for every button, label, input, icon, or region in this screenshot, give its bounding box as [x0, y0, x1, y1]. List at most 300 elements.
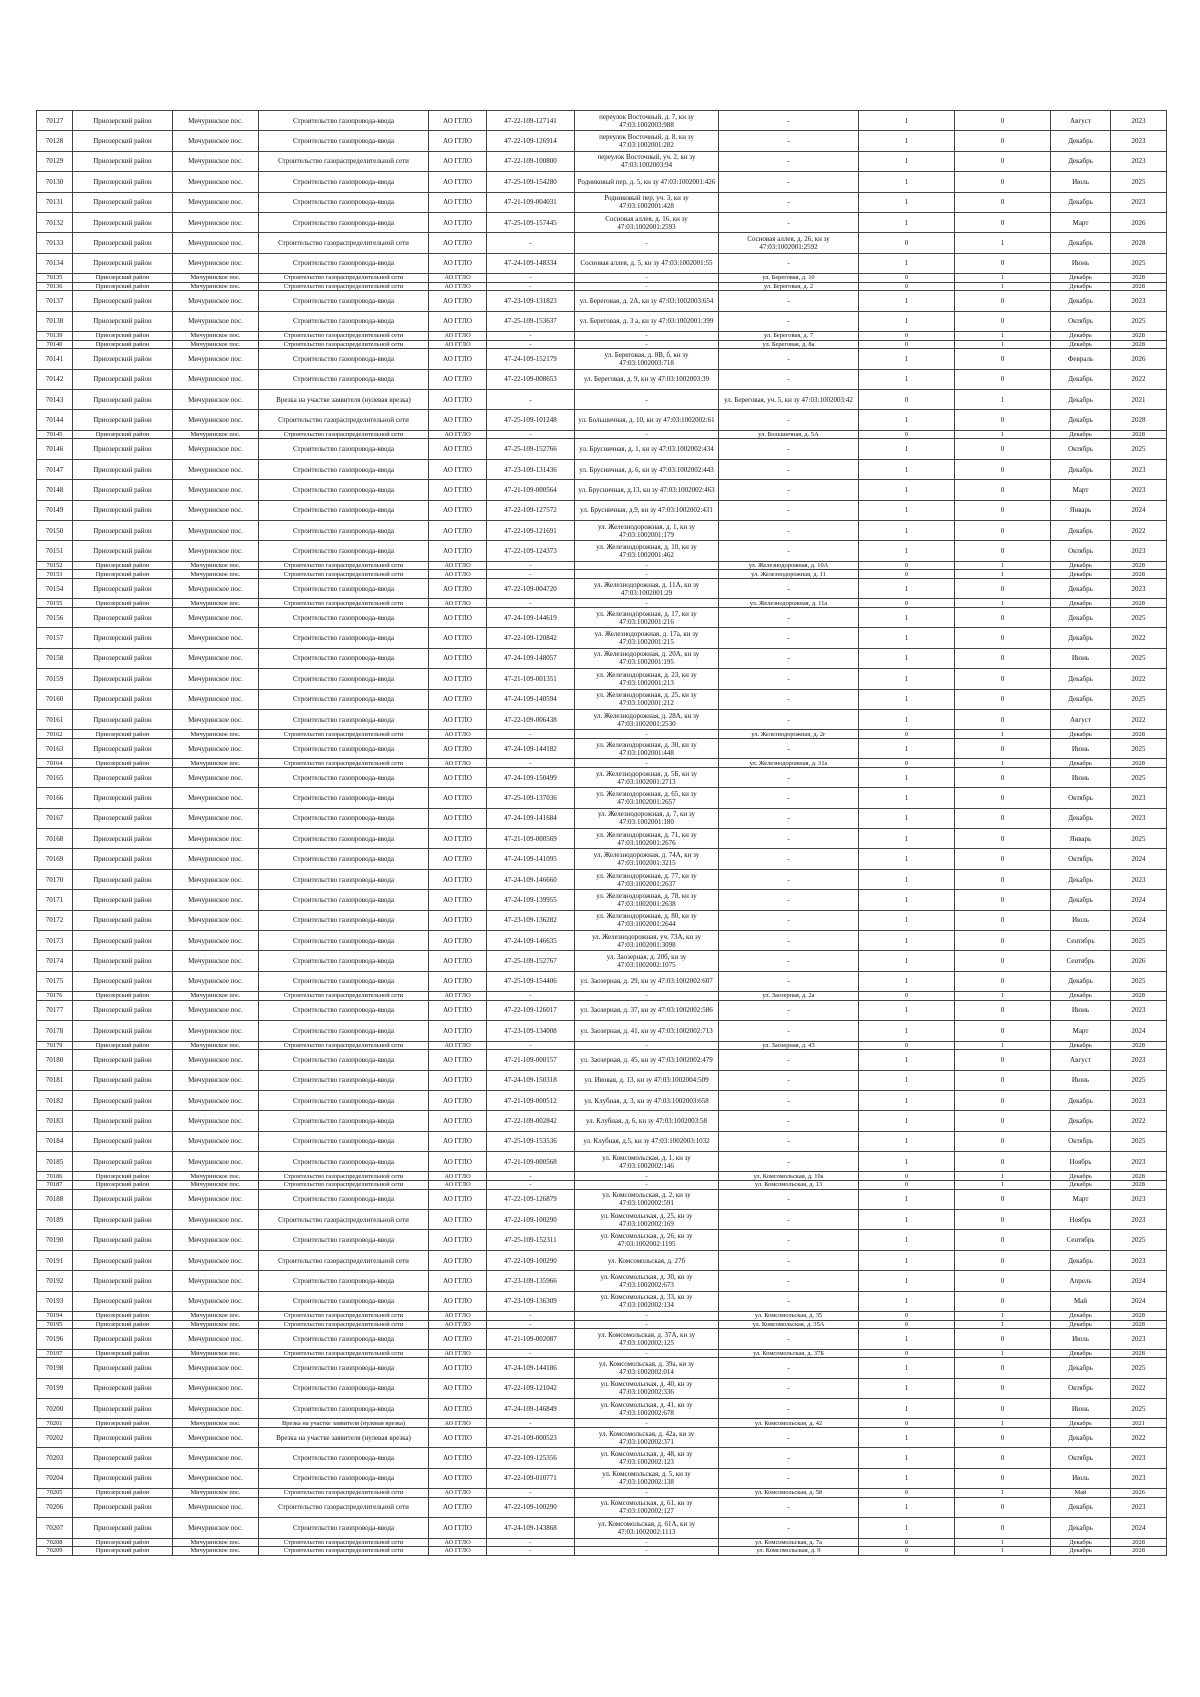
- table-row: [37, 759, 1167, 768]
- year-cell: 2028: [1111, 1312, 1167, 1321]
- settlement-cell: Мичуринское пос.: [173, 500, 259, 520]
- application-count-cell: 1: [859, 767, 955, 787]
- application-number-cell: -: [487, 570, 575, 579]
- cadastral-address-cell: ул. Комсомольская, д. 41, кн зу 47:03:1002002:678: [575, 1398, 719, 1418]
- work-type-cell: Строительство газопровода-ввода: [259, 172, 429, 192]
- row-number-cell: 70189: [37, 1210, 73, 1230]
- organization-cell: АО ГГЛО: [429, 628, 487, 648]
- work-type-cell: Строительство газопровода-ввода: [259, 1398, 429, 1418]
- year-cell: 2023: [1111, 578, 1167, 598]
- year-cell: 2025: [1111, 1070, 1167, 1090]
- gasification-address-cell: -: [719, 788, 859, 808]
- district-cell: Приозерский район: [73, 869, 173, 889]
- district-cell: Приозерский район: [73, 1547, 173, 1556]
- row-number-cell: 70156: [37, 607, 73, 627]
- gasification-address-cell: -: [719, 410, 859, 430]
- settlement-cell: Мичуринское пос.: [173, 1547, 259, 1556]
- table-row: [37, 430, 1167, 439]
- work-type-cell: Строительство газопровода-ввода: [259, 291, 429, 311]
- network-count-cell: 1: [955, 561, 1051, 570]
- work-type-cell: Строительство газопровода-ввода: [259, 931, 429, 951]
- gasification-address-cell: -: [719, 521, 859, 541]
- gasification-address-cell: ул. Комсомольская, д. 35А: [719, 1320, 859, 1329]
- application-number-cell: 47-22-109-126017: [487, 1000, 575, 1020]
- settlement-cell: Мичуринское пос.: [173, 869, 259, 889]
- network-count-cell: 0: [955, 1050, 1051, 1070]
- application-number-cell: 47-24-109-141684: [487, 808, 575, 828]
- year-cell: 2028: [1111, 274, 1167, 283]
- table-row: [37, 951, 1167, 971]
- settlement-cell: Мичуринское пос.: [173, 578, 259, 598]
- district-cell: Приозерский район: [73, 890, 173, 910]
- month-cell: Июнь: [1051, 1070, 1111, 1090]
- row-number-cell: 70160: [37, 689, 73, 709]
- application-number-cell: 47-25-109-153637: [487, 311, 575, 331]
- application-number-cell: 47-21-109-000157: [487, 1050, 575, 1070]
- month-cell: Декабрь: [1051, 759, 1111, 768]
- table-row: [37, 1468, 1167, 1488]
- work-type-cell: Строительство газораспределительной сети: [259, 151, 429, 171]
- application-number-cell: 47-22-109-127572: [487, 500, 575, 520]
- cadastral-address-cell: ул. Железнодорожная, д. 17, кн зу 47:03:1002001:216: [575, 607, 719, 627]
- table-row: [37, 1518, 1167, 1538]
- table-row: [37, 369, 1167, 389]
- table-row: [37, 709, 1167, 729]
- network-count-cell: 0: [955, 480, 1051, 500]
- application-count-cell: 0: [859, 1172, 955, 1181]
- table-row: [37, 291, 1167, 311]
- settlement-cell: Мичуринское пос.: [173, 541, 259, 561]
- row-number-cell: 70143: [37, 390, 73, 410]
- cadastral-address-cell: ул. Железнодорожная, д. 20А, кн зу 47:03:1002001:195: [575, 648, 719, 668]
- row-number-cell: 70128: [37, 131, 73, 151]
- application-count-cell: 1: [859, 1448, 955, 1468]
- application-count-cell: 1: [859, 192, 955, 212]
- network-count-cell: 1: [955, 274, 1051, 283]
- organization-cell: АО ГГЛО: [429, 1152, 487, 1172]
- network-count-cell: 1: [955, 1320, 1051, 1329]
- year-cell: 2028: [1111, 1349, 1167, 1358]
- table-row: [37, 788, 1167, 808]
- application-count-cell: 1: [859, 1021, 955, 1041]
- year-cell: 2028: [1111, 570, 1167, 579]
- organization-cell: АО ГГЛО: [429, 340, 487, 349]
- cadastral-address-cell: ул. Заозерная, д. 41, кн зу 47:03:1002002:713: [575, 1021, 719, 1041]
- application-number-cell: -: [487, 1320, 575, 1329]
- network-count-cell: 0: [955, 788, 1051, 808]
- table-row: [37, 282, 1167, 291]
- application-count-cell: 0: [859, 332, 955, 341]
- application-number-cell: 47-24-109-139955: [487, 890, 575, 910]
- application-count-cell: 1: [859, 1050, 955, 1070]
- organization-cell: АО ГГЛО: [429, 1210, 487, 1230]
- work-type-cell: Строительство газопровода-ввода: [259, 1152, 429, 1172]
- settlement-cell: Мичуринское пос.: [173, 1152, 259, 1172]
- network-count-cell: 0: [955, 1518, 1051, 1538]
- year-cell: 2028: [1111, 410, 1167, 430]
- row-number-cell: 70178: [37, 1021, 73, 1041]
- year-cell: 2025: [1111, 607, 1167, 627]
- network-count-cell: 0: [955, 607, 1051, 627]
- organization-cell: АО ГГЛО: [429, 931, 487, 951]
- month-cell: Июль: [1051, 172, 1111, 192]
- network-count-cell: 1: [955, 992, 1051, 1001]
- settlement-cell: Мичуринское пос.: [173, 599, 259, 608]
- settlement-cell: Мичуринское пос.: [173, 730, 259, 739]
- work-type-cell: Строительство газопровода-ввода: [259, 311, 429, 331]
- cadastral-address-cell: ул. Береговая, д. 9, кн зу 47:03:1002003:39: [575, 369, 719, 389]
- organization-cell: АО ГГЛО: [429, 849, 487, 869]
- cadastral-address-cell: ул. Комсомольская, д. 48, кн зу 47:03:1002002:123: [575, 1448, 719, 1468]
- organization-cell: АО ГГЛО: [429, 1131, 487, 1151]
- month-cell: Декабрь: [1051, 1181, 1111, 1190]
- organization-cell: АО ГГЛО: [429, 1189, 487, 1209]
- district-cell: Приозерский район: [73, 369, 173, 389]
- cadastral-address-cell: переулок Восточный, д. 7, кн зу 47:03:1002003:988: [575, 111, 719, 131]
- month-cell: Декабрь: [1051, 390, 1111, 410]
- district-cell: Приозерский район: [73, 1041, 173, 1050]
- district-cell: Приозерский район: [73, 1489, 173, 1498]
- application-number-cell: 47-25-109-152767: [487, 951, 575, 971]
- organization-cell: АО ГГЛО: [429, 1538, 487, 1547]
- application-count-cell: 0: [859, 1312, 955, 1321]
- district-cell: Приозерский район: [73, 192, 173, 212]
- table-row: [37, 274, 1167, 283]
- organization-cell: АО ГГЛО: [429, 1050, 487, 1070]
- row-number-cell: 70182: [37, 1090, 73, 1110]
- organization-cell: АО ГГЛО: [429, 992, 487, 1001]
- cadastral-address-cell: -: [575, 332, 719, 341]
- year-cell: 2025: [1111, 767, 1167, 787]
- cadastral-address-cell: ул. Железнодорожная, д. 78, кн зу 47:03:1002001:2638: [575, 890, 719, 910]
- gasification-address-cell: -: [719, 910, 859, 930]
- settlement-cell: Мичуринское пос.: [173, 1021, 259, 1041]
- table-row: [37, 1021, 1167, 1041]
- row-number-cell: 70129: [37, 151, 73, 171]
- district-cell: Приозерский район: [73, 1518, 173, 1538]
- table-row: [37, 808, 1167, 828]
- work-type-cell: Строительство газопровода-ввода: [259, 459, 429, 479]
- month-cell: Декабрь: [1051, 1041, 1111, 1050]
- month-cell: Декабрь: [1051, 1250, 1111, 1270]
- district-cell: Приозерский район: [73, 849, 173, 869]
- cadastral-address-cell: ул. Железнодорожная, д. 17а, кн зу 47:03:1002001:215: [575, 628, 719, 648]
- application-number-cell: 47-24-109-144186: [487, 1358, 575, 1378]
- district-cell: Приозерский район: [73, 709, 173, 729]
- network-count-cell: 0: [955, 1398, 1051, 1418]
- application-number-cell: 47-24-109-141095: [487, 849, 575, 869]
- month-cell: Декабрь: [1051, 131, 1111, 151]
- application-count-cell: 1: [859, 172, 955, 192]
- table-row: [37, 1181, 1167, 1190]
- year-cell: 2028: [1111, 1041, 1167, 1050]
- settlement-cell: Мичуринское пос.: [173, 709, 259, 729]
- work-type-cell: Строительство газораспределительной сети: [259, 1547, 429, 1556]
- settlement-cell: Мичуринское пос.: [173, 738, 259, 758]
- year-cell: 2024: [1111, 1021, 1167, 1041]
- year-cell: 2026: [1111, 212, 1167, 232]
- row-number-cell: 70144: [37, 410, 73, 430]
- application-number-cell: 47-22-109-008653: [487, 369, 575, 389]
- settlement-cell: Мичуринское пос.: [173, 192, 259, 212]
- data-table: [36, 110, 1167, 1556]
- year-cell: 2024: [1111, 500, 1167, 520]
- application-number-cell: 47-24-109-146635: [487, 931, 575, 951]
- organization-cell: АО ГГЛО: [429, 1172, 487, 1181]
- work-type-cell: Строительство газопровода-ввода: [259, 1050, 429, 1070]
- table-row: [37, 1050, 1167, 1070]
- network-count-cell: 0: [955, 1000, 1051, 1020]
- work-type-cell: Строительство газопровода-ввода: [259, 1448, 429, 1468]
- settlement-cell: Мичуринское пос.: [173, 951, 259, 971]
- settlement-cell: Мичуринское пос.: [173, 971, 259, 991]
- gasification-address-cell: -: [719, 767, 859, 787]
- district-cell: Приозерский район: [73, 1050, 173, 1070]
- application-count-cell: 1: [859, 131, 955, 151]
- organization-cell: АО ГГЛО: [429, 1378, 487, 1398]
- organization-cell: АО ГГЛО: [429, 1090, 487, 1110]
- table-row: [37, 931, 1167, 951]
- work-type-cell: Строительство газопровода-ввода: [259, 709, 429, 729]
- row-number-cell: 70195: [37, 1320, 73, 1329]
- table-row: [37, 1230, 1167, 1250]
- year-cell: 2025: [1111, 439, 1167, 459]
- year-cell: 2028: [1111, 282, 1167, 291]
- cadastral-address-cell: ул. Комсомольская, д. 30, кн зу 47:03:1002002:673: [575, 1271, 719, 1291]
- year-cell: 2024: [1111, 1518, 1167, 1538]
- application-count-cell: 1: [859, 151, 955, 171]
- network-count-cell: 0: [955, 931, 1051, 951]
- row-number-cell: 70136: [37, 282, 73, 291]
- work-type-cell: Строительство газопровода-ввода: [259, 1271, 429, 1291]
- row-number-cell: 70162: [37, 730, 73, 739]
- row-number-cell: 70203: [37, 1448, 73, 1468]
- table-row: [37, 669, 1167, 689]
- month-cell: Октябрь: [1051, 1131, 1111, 1151]
- organization-cell: АО ГГЛО: [429, 1427, 487, 1447]
- cadastral-address-cell: ул. Брусничная, д. 6, кн зу 47:03:1002002:443: [575, 459, 719, 479]
- settlement-cell: Мичуринское пос.: [173, 233, 259, 253]
- work-type-cell: Строительство газораспределительной сети: [259, 410, 429, 430]
- settlement-cell: Мичуринское пос.: [173, 992, 259, 1001]
- gasification-address-cell: -: [719, 1210, 859, 1230]
- district-cell: Приозерский район: [73, 1468, 173, 1488]
- settlement-cell: Мичуринское пос.: [173, 349, 259, 369]
- month-cell: Декабрь: [1051, 1349, 1111, 1358]
- network-count-cell: 0: [955, 410, 1051, 430]
- work-type-cell: Строительство газораспределительной сети: [259, 1041, 429, 1050]
- district-cell: Приозерский район: [73, 212, 173, 232]
- gasification-address-cell: ул. Комсомольская, д. 9: [719, 1547, 859, 1556]
- district-cell: Приозерский район: [73, 1291, 173, 1311]
- row-number-cell: 70145: [37, 430, 73, 439]
- settlement-cell: Мичуринское пос.: [173, 1468, 259, 1488]
- work-type-cell: Строительство газораспределительной сети: [259, 570, 429, 579]
- district-cell: Приозерский район: [73, 1181, 173, 1190]
- cadastral-address-cell: ул. Железнодорожная, д. 5Б, кн зу 47:03:1002001:2713: [575, 767, 719, 787]
- table-row: [37, 1448, 1167, 1468]
- cadastral-address-cell: ул. Комсомольская, д. 40, кн зу 47:03:1002002:336: [575, 1378, 719, 1398]
- table-row: [37, 829, 1167, 849]
- district-cell: Приозерский район: [73, 439, 173, 459]
- gasification-address-cell: -: [719, 439, 859, 459]
- district-cell: Приозерский район: [73, 1111, 173, 1131]
- year-cell: 2028: [1111, 1181, 1167, 1190]
- gasification-address-cell: ул. Комсомольская, д. 58: [719, 1489, 859, 1498]
- month-cell: Декабрь: [1051, 689, 1111, 709]
- row-number-cell: 70209: [37, 1547, 73, 1556]
- year-cell: 2023: [1111, 1152, 1167, 1172]
- network-count-cell: 0: [955, 111, 1051, 131]
- network-count-cell: 0: [955, 1111, 1051, 1131]
- year-cell: 2028: [1111, 992, 1167, 1001]
- application-count-cell: 1: [859, 849, 955, 869]
- organization-cell: АО ГГЛО: [429, 599, 487, 608]
- network-count-cell: 1: [955, 282, 1051, 291]
- settlement-cell: Мичуринское пос.: [173, 829, 259, 849]
- district-cell: Приозерский район: [73, 390, 173, 410]
- cadastral-address-cell: Сосновая аллея, д. 16, кн зу 47:03:1002001:2593: [575, 212, 719, 232]
- gasification-address-cell: -: [719, 480, 859, 500]
- organization-cell: АО ГГЛО: [429, 1111, 487, 1131]
- network-count-cell: 0: [955, 808, 1051, 828]
- month-cell: Октябрь: [1051, 1378, 1111, 1398]
- district-cell: Приозерский район: [73, 730, 173, 739]
- application-number-cell: -: [487, 430, 575, 439]
- year-cell: 2025: [1111, 311, 1167, 331]
- cadastral-address-cell: ул. Комсомольская, д. 5, кн зу 47:03:1002002:138: [575, 1468, 719, 1488]
- table-row: [37, 332, 1167, 341]
- network-count-cell: 1: [955, 1489, 1051, 1498]
- year-cell: 2023: [1111, 1468, 1167, 1488]
- work-type-cell: Строительство газораспределительной сети: [259, 1497, 429, 1517]
- month-cell: Июнь: [1051, 738, 1111, 758]
- table-row: [37, 172, 1167, 192]
- gasification-address-cell: -: [719, 131, 859, 151]
- year-cell: 2025: [1111, 971, 1167, 991]
- application-count-cell: 1: [859, 1468, 955, 1488]
- application-number-cell: 47-21-109-000564: [487, 480, 575, 500]
- cadastral-address-cell: ул. Комсомольская, д. 37А, кн зу 47:03:1002002:125: [575, 1329, 719, 1349]
- organization-cell: АО ГГЛО: [429, 332, 487, 341]
- settlement-cell: Мичуринское пос.: [173, 369, 259, 389]
- organization-cell: АО ГГЛО: [429, 1547, 487, 1556]
- cadastral-address-cell: ул. Железнодорожная, д. 65, кн зу 47:03:1002001:2657: [575, 788, 719, 808]
- organization-cell: АО ГГЛО: [429, 1271, 487, 1291]
- organization-cell: АО ГГЛО: [429, 1000, 487, 1020]
- gasification-address-cell: -: [719, 607, 859, 627]
- cadastral-address-cell: ул. Ивовая, д. 13, кн зу 47:03:1002004:509: [575, 1070, 719, 1090]
- district-cell: Приозерский район: [73, 578, 173, 598]
- work-type-cell: Строительство газопровода-ввода: [259, 521, 429, 541]
- year-cell: 2022: [1111, 1427, 1167, 1447]
- year-cell: 2024: [1111, 1291, 1167, 1311]
- year-cell: 2025: [1111, 689, 1167, 709]
- settlement-cell: Мичуринское пос.: [173, 1041, 259, 1050]
- table-row: [37, 570, 1167, 579]
- district-cell: Приозерский район: [73, 172, 173, 192]
- settlement-cell: Мичуринское пос.: [173, 1090, 259, 1110]
- cadastral-address-cell: ул. Железнодорожная, д. 80, кн зу 47:03:1002001:2644: [575, 910, 719, 930]
- cadastral-address-cell: ул. Железнодорожная, д. 25, кн зу 47:03:1002001:212: [575, 689, 719, 709]
- settlement-cell: Мичуринское пос.: [173, 1131, 259, 1151]
- application-number-cell: 47-22-109-121691: [487, 521, 575, 541]
- network-count-cell: 0: [955, 1427, 1051, 1447]
- work-type-cell: Строительство газораспределительной сети: [259, 1181, 429, 1190]
- settlement-cell: Мичуринское пос.: [173, 1000, 259, 1020]
- network-count-cell: 0: [955, 1378, 1051, 1398]
- cadastral-address-cell: ул. Клубная, д.5, кн зу 47:03:1002003:1032: [575, 1131, 719, 1151]
- application-number-cell: 47-22-109-121042: [487, 1378, 575, 1398]
- table-row: [37, 521, 1167, 541]
- table-row: [37, 253, 1167, 273]
- settlement-cell: Мичуринское пос.: [173, 332, 259, 341]
- network-count-cell: 0: [955, 1329, 1051, 1349]
- row-number-cell: 70157: [37, 628, 73, 648]
- district-cell: Приозерский район: [73, 767, 173, 787]
- month-cell: Сентябрь: [1051, 951, 1111, 971]
- gasification-address-cell: -: [719, 151, 859, 171]
- work-type-cell: Строительство газораспределительной сети: [259, 233, 429, 253]
- application-number-cell: 47-21-109-000569: [487, 829, 575, 849]
- gasification-address-cell: -: [719, 253, 859, 273]
- application-count-cell: 1: [859, 829, 955, 849]
- table-row: [37, 648, 1167, 668]
- table-row: [37, 500, 1167, 520]
- gasification-address-cell: -: [719, 212, 859, 232]
- cadastral-address-cell: ул. Большичная, д. 10, кн зу 47:03:1002002:61: [575, 410, 719, 430]
- row-number-cell: 70152: [37, 561, 73, 570]
- organization-cell: АО ГГЛО: [429, 410, 487, 430]
- settlement-cell: Мичуринское пос.: [173, 1398, 259, 1418]
- table-row: [37, 439, 1167, 459]
- year-cell: 2021: [1111, 390, 1167, 410]
- organization-cell: АО ГГЛО: [429, 767, 487, 787]
- application-count-cell: 1: [859, 808, 955, 828]
- month-cell: Июнь: [1051, 253, 1111, 273]
- work-type-cell: Строительство газопровода-ввода: [259, 788, 429, 808]
- organization-cell: АО ГГЛО: [429, 291, 487, 311]
- network-count-cell: 0: [955, 1152, 1051, 1172]
- gasification-address-cell: -: [719, 1000, 859, 1020]
- work-type-cell: Строительство газораспределительной сети: [259, 1210, 429, 1230]
- work-type-cell: Строительство газораспределительной сети: [259, 599, 429, 608]
- table-row: [37, 1329, 1167, 1349]
- row-number-cell: 70177: [37, 1000, 73, 1020]
- settlement-cell: Мичуринское пос.: [173, 282, 259, 291]
- cadastral-address-cell: -: [575, 340, 719, 349]
- work-type-cell: Строительство газопровода-ввода: [259, 500, 429, 520]
- settlement-cell: Мичуринское пос.: [173, 669, 259, 689]
- settlement-cell: Мичуринское пос.: [173, 1271, 259, 1291]
- year-cell: 2022: [1111, 709, 1167, 729]
- organization-cell: АО ГГЛО: [429, 1250, 487, 1270]
- work-type-cell: Строительство газораспределительной сети: [259, 430, 429, 439]
- row-number-cell: 70150: [37, 521, 73, 541]
- cadastral-address-cell: ул. Комсомольская, д. 26, кн зу 47:03:1002002:1195: [575, 1230, 719, 1250]
- organization-cell: АО ГГЛО: [429, 131, 487, 151]
- table-row: [37, 1312, 1167, 1321]
- application-count-cell: 1: [859, 1329, 955, 1349]
- application-number-cell: 47-25-109-152311: [487, 1230, 575, 1250]
- application-count-cell: 1: [859, 951, 955, 971]
- year-cell: 2025: [1111, 1358, 1167, 1378]
- month-cell: Декабрь: [1051, 971, 1111, 991]
- table-row: [37, 578, 1167, 598]
- network-count-cell: 1: [955, 759, 1051, 768]
- organization-cell: АО ГГЛО: [429, 1041, 487, 1050]
- settlement-cell: Мичуринское пос.: [173, 1329, 259, 1349]
